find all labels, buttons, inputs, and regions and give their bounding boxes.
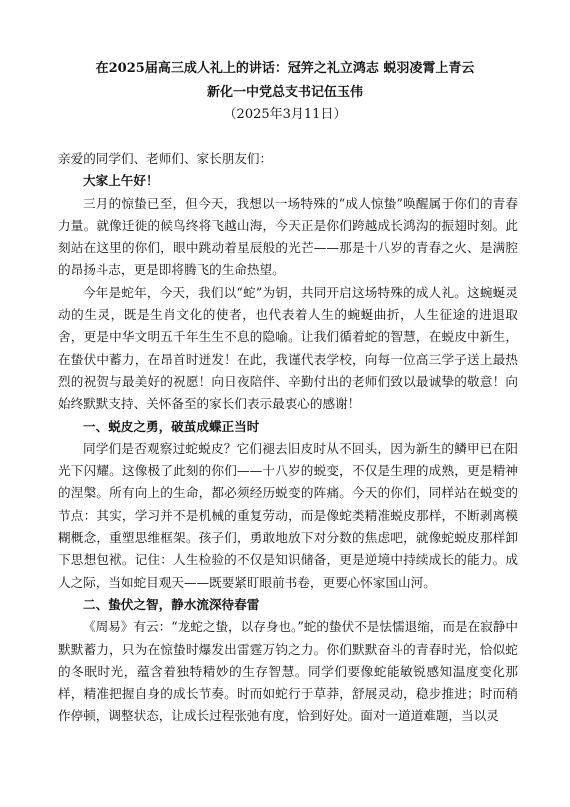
speaker-line: 新化一中党总支书记伍玉伟 [206, 85, 363, 100]
speech-date: （2025年3月11日） [223, 107, 347, 122]
paragraph-4: 《周易》有云：“龙蛇之蛰，以存身也。”蛇的蛰伏不是怯懦退缩，而是在寂静中默默蓄力，只为在惊蛰时爆发出雷霆万钧之力。你们默默奋斗的青春时光，恰似蛇的冬眠时光，蕴含着独特精妙的生存智慧。同学们要像蛇能敏锐感知温度变化那样，精准把握自身的成长节奏。时而如蛇行于草莽，舒展灵动，稳步推进；时而稍作停顿，调整状态，让成长过程张弛有度，恰到好处。面对一道道难题，当以灵 [58, 619, 518, 724]
speech-title: 在2025届高三成人礼上的讲话：冠笄之礼立鸿志 蜕羽凌霄上青云 [95, 61, 475, 76]
paragraph-2: 今年是蛇年，今天，我们以“蛇”为钥，共同开启这场特殊的成人礼。这蜿蜒灵动的生灵，既是生肖文化的使者，也代表着人生的蜿蜒曲折，人生征途的进退取舍，更是中华文明五千年生生不息的隐喻。让我们循着蛇的智慧，在蜕皮中新生，在蛰伏中蓄力，在昂首时迸发！在此，我谨代表学校，向每一位高三学子送上最热烈的祝贺与最美好的祝愿！向日夜陪伴、辛勤付出的老师们致以最诚挚的敬意！向始终默默支持、关怀备至的家长们表示最衷心的感谢！ [58, 284, 518, 412]
section-heading-2: 二、蛰伏之智，静水流深待春雷 [83, 596, 260, 612]
salutation: 亲爱的同学们、老师们、家长朋友们： [58, 151, 273, 166]
speech-body [58, 148, 518, 728]
section-heading-1: 一、蜕皮之勇，破茧成蝶正当时 [83, 418, 260, 434]
greeting: 大家上午好！ [83, 173, 159, 189]
paragraph-1: 三月的惊蛰已至，但今天，我想以一场特殊的“成人惊蛰”唤醒属于你们的青春力量。就像迁徙的候鸟终将飞越山海，今天正是你们跨越成长鸿沟的振翅时刻。此刻站在这里的你们，眼中跳动着星辰般的光芒——那是十八岁的青春之火、是满腔的昂扬斗志，更是即将腾飞的生命热望。 [58, 195, 518, 278]
paragraph-3: 同学们是否观察过蛇蜕皮？它们褪去旧皮时从不回头，因为新生的鳞甲已在阳光下闪耀。这像极了此刻的你们——十八岁的蜕变，不仅是生理的成熟，更是精神的涅槃。所有向上的生命，都必须经历蜕变的阵痛。今天的你们，同样站在蜕变的节点：其实，学习并不是机械的重复劳动，而是像蛇类精准蜕皮那样，不断剥离模糊概念，重塑思维框架。孩子们，勇敢地放下对分数的焦虑吧，就像蛇蜕皮那样卸下思想包袱。记住：人生检验的不仅是知识储备，更是逆境中持续成长的能力。成人之际，当如蛇目观天——既要紧盯眼前书卷，更要心怀家国山河。 [58, 440, 518, 590]
